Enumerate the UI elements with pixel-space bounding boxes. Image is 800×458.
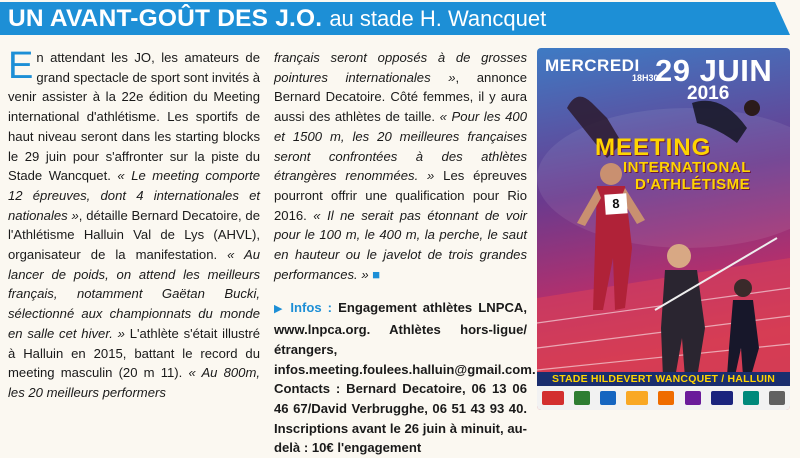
text-run: « Au 800m, les 20 meilleurs performers — [8, 365, 261, 400]
runner-bib: 8 — [604, 193, 627, 214]
logo-teal-icon — [743, 391, 759, 405]
logo-navy-icon — [711, 391, 733, 405]
poster-venue: STADE HILDEVERT WANCQUET / HALLUIN — [537, 372, 790, 386]
text-run: « Il ne serait pas étonnant de voir pour le 100 m, le 400 m, la perche, le saut en hauteur ou le javelot de trois grandes performances. » — [274, 207, 527, 282]
poster-date: 29 JUIN — [655, 53, 773, 88]
poster-time: 18H30 — [632, 73, 659, 83]
triangle-bullet-icon: ▶ — [274, 303, 291, 316]
text-run: français seront opposés à de grosses pointures internationales » — [274, 50, 527, 85]
poster-title-athletisme: D'ATHLÉTISME — [635, 176, 751, 193]
article-body — [0, 45, 536, 456]
column-1-paragraph — [8, 45, 261, 403]
logo-grey-icon — [769, 391, 785, 405]
logo-blue-icon — [600, 391, 616, 405]
event-poster — [537, 48, 790, 410]
poster-title-international: INTERNATIONAL — [623, 159, 751, 176]
headline-subtitle: au stade H. Wancquet — [329, 6, 547, 31]
javelin-thrower-head — [667, 244, 691, 268]
text-run: , détaille Bernard Decatoire, de l'Athlétisme Halluin Val de Lys (AHVL), organisateur de la manifestation. — [8, 207, 260, 263]
high-jumper-head — [744, 100, 760, 116]
text-run: , annonce Bernard Decatoire. Côté femmes, il y aura aussi des athlètes de taille. — [274, 69, 528, 125]
article-column-1 — [8, 45, 261, 403]
poster-year: 2016 — [687, 83, 730, 104]
infos-box — [274, 298, 536, 458]
infos-label: Infos : — [290, 300, 333, 316]
text-run: « Le meeting comporte 12 épreuves, dont 4 internationales et nationales » — [8, 168, 260, 223]
column-2-paragraph — [274, 48, 527, 284]
text-run: Les épreuves pourront offrir une qualification pour Rio 2016. — [274, 168, 527, 223]
runner-head — [600, 163, 622, 185]
text-run: L'athlète s'était illustré à Halluin en 2015, battant le record du meeting masculin (20 m 11). — [8, 325, 260, 381]
text-run: « Pour les 400 et 1500 m, les 20 meilleures françaises seront confrontées à des athlètes étrangères renommées. » — [274, 109, 527, 184]
infos-text: Engagement athlètes LNPCA, www.lnpca.org. Athlètes hors-ligue/étrangers, infos.meeting.foulees.halluin@gmail.com. Contacts : Bernard Decatoire, 06 13 06 46 67/David Verbrugghe, 06 51 43 93 40. Inscriptions avant le 26 juin à minuit, au-delà : 10€ l'engagement — [274, 300, 536, 456]
logo-orange-icon — [658, 391, 674, 405]
poster-title-meeting: MEETING — [595, 134, 712, 161]
text-run: n attendant les JO, les amateurs de grand spectacle de sport sont invités à venir assister à la 22e édition du Meeting international d'athlétisme. Les sportifs de haut niveau seront dans les starting blocks le 29 juin pour s'affronter sur la piste du Stade Wancquet. — [8, 50, 260, 184]
logo-purple-icon — [685, 391, 701, 405]
end-mark: ■ — [368, 266, 381, 282]
sponsor-logos — [537, 386, 790, 410]
drop-cap: E — [8, 45, 34, 87]
athlete-right-head — [734, 279, 752, 297]
header-title-row — [8, 5, 546, 35]
text-run: « Au lancer de poids, on attend les meilleurs français, notamment Gaëtan Bucki, sélectionné aux championnats du monde en salle cet hiver. » — [8, 247, 260, 341]
headline: UN AVANT-GOÛT DES J.O. — [8, 5, 323, 32]
article-header — [0, 0, 800, 38]
logo-yellow-icon — [626, 391, 648, 405]
article-column-2 — [274, 48, 536, 458]
logo-green-icon — [574, 391, 590, 405]
logo-red-icon — [542, 391, 564, 405]
poster-day: MERCREDI — [545, 56, 640, 75]
athletes-illustration — [537, 48, 790, 410]
